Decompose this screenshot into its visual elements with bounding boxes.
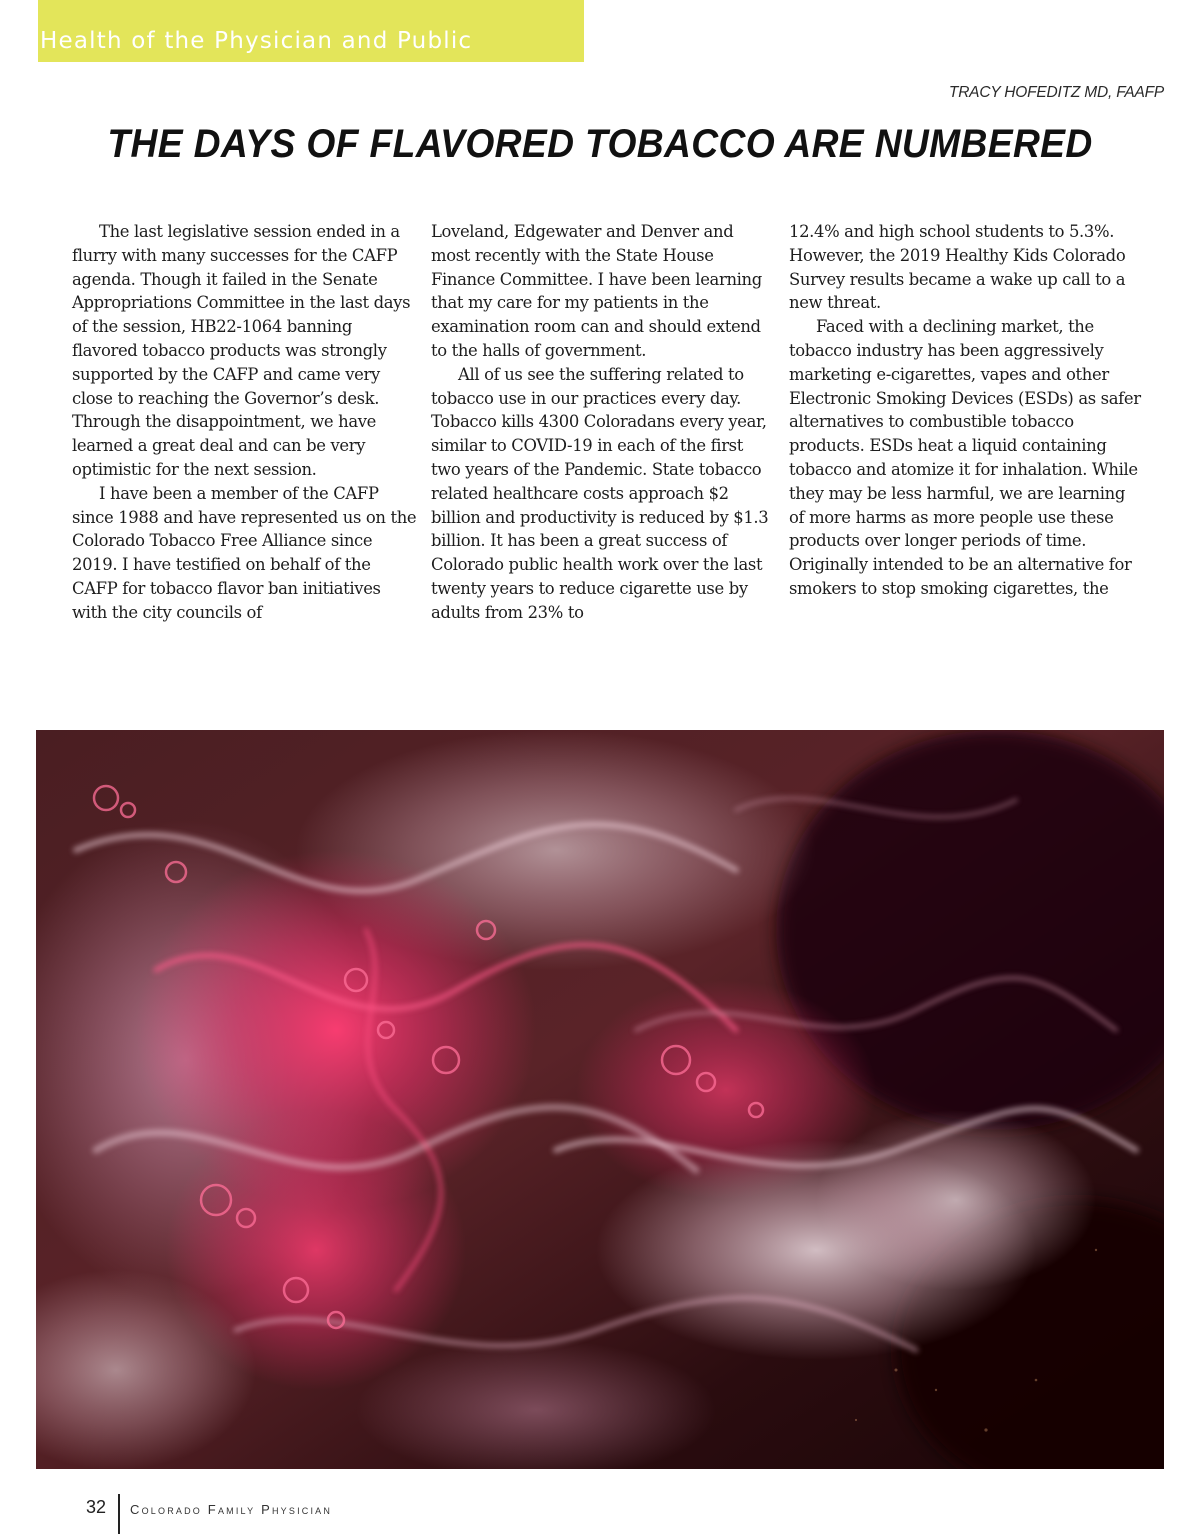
text-column-2 [431, 220, 777, 625]
page-number: 32 [86, 1497, 107, 1517]
paragraph: 12.4% and high school students to 5.3%. However, the 2019 Healthy Kids Colorado Survey results became a wake up call to a new threat. [789, 222, 1126, 313]
paragraph: Faced with a declining market, the tobacco industry has been aggressively marketing e-cigarettes, vapes and other Electronic Smoking Devices (ESDs) as safer alternatives to combustible tobacco products. ESDs heat a liquid containing tobacco and atomize it for inhalation. While they may be less harmful, we are learning of more harms as more people use these products over longer periods of time. Originally intended to be an alternative for smokers to stop smoking cigarettes, the [789, 317, 1141, 598]
author-byline: TRACY HOFEDITZ MD, FAAFP [948, 84, 1164, 101]
text-column-3 [789, 220, 1141, 601]
article-headline: THE DAYS OF FLAVORED TOBACCO ARE NUMBERED [107, 122, 1093, 166]
paragraph: The last legislative session ended in a flurry with many successes for the CAFP agenda. Though it failed in the Senate Appropriations Committee in the last days of the session, HB22-1064 banning flavored tobacco products was strongly supported by the CAFP and came very close to reaching the Governor’s desk. Through the disappointment, we have learned a great deal and can be very optimistic for the next session. [72, 222, 411, 479]
publication-name: Colorado Family Physician [130, 1502, 333, 1517]
footer-divider [118, 1494, 120, 1534]
paragraph: All of us see the suffering related to tobacco use in our practices every day. Tobacco kills 4300 Coloradans every year, similar to COVID-19 in each of the first two years of the Pandemic. State tobacco related healthcare costs approach $2 billion and productivity is reduced by $1.3 billion. It has been a great success of Colorado public health work over the last twenty years to reduce cigarette use by adults from 23% to [431, 364, 769, 622]
smoke-photo [36, 730, 1164, 1469]
paragraph: I have been a member of the CAFP since 1988 and have represented us on the Colorado Tobacco Free Alliance since 2019. I have testified on behalf of the CAFP for tobacco flavor ban initiatives with the city councils of [72, 483, 417, 622]
section-title: Health of the Physician and Public [40, 28, 473, 54]
paragraph: Loveland, Edgewater and Denver and most recently with the State House Finance Committee. I have been learning that my care for my patients in the examination room can and should extend to the halls of government. [431, 222, 762, 360]
text-column-1 [72, 220, 418, 625]
smoke-illustration [36, 730, 1164, 1469]
section-banner [38, 0, 584, 62]
